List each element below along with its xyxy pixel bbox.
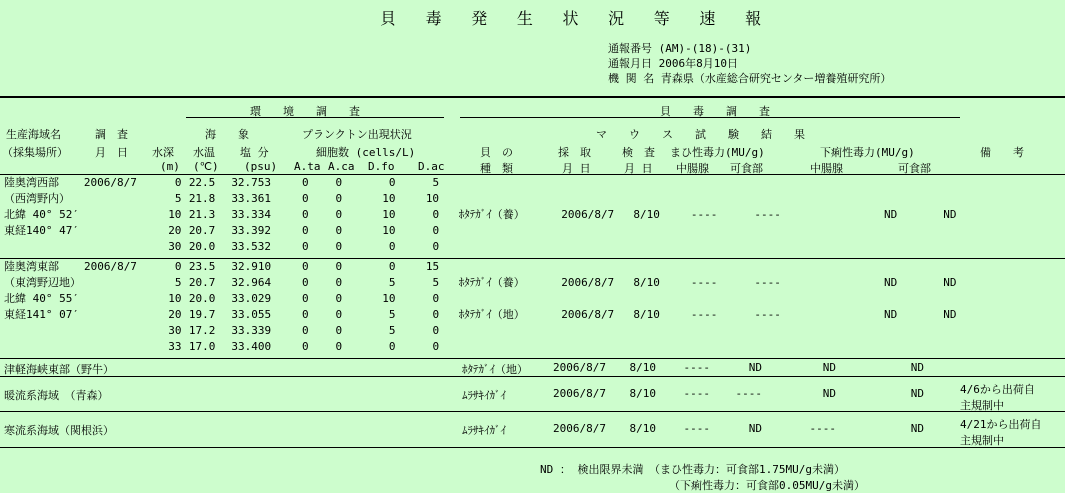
page-title: 貝 毒 発 生 状 況 等 速 報 [380, 9, 772, 28]
table-row [4, 207, 1065, 223]
psp-midgut: ---- [690, 308, 718, 321]
psp-midgut-header: 中腸腺 [676, 162, 709, 175]
a-ta-count: 0 [301, 292, 309, 305]
table-row [4, 191, 1065, 207]
depth: 5 [174, 192, 182, 205]
salinity: 32.753 [231, 176, 272, 189]
psp-header: まひ性毒力(MU/g) [670, 146, 765, 159]
area-name: 暖流系海域 （青森） [4, 389, 109, 402]
psp-midgut [660, 175, 718, 191]
psp-midgut [660, 339, 718, 355]
dsp-midgut: ND [822, 387, 836, 400]
shellfish-kind [459, 223, 555, 239]
water-temp: 22.5 [188, 176, 216, 189]
sea-header: 海 象 [205, 128, 249, 141]
shellfish-kind [459, 339, 555, 355]
spacer [439, 307, 459, 323]
dsp-edible [897, 223, 956, 239]
dsp-midgut: ND [822, 361, 836, 374]
a-ta-count: 0 [301, 224, 309, 237]
dfo-header: D.fo [368, 160, 395, 173]
a-ca-count: 0 [335, 308, 343, 321]
shellfish-kind [459, 191, 555, 207]
d-ac-count: 0 [432, 308, 440, 321]
survey-date [84, 275, 148, 291]
shellfish-kind [459, 259, 555, 275]
dsp-midgut [781, 259, 897, 275]
area-label: （東湾野辺地） [4, 276, 81, 289]
collect-date [554, 291, 614, 307]
salinity: 33.532 [231, 240, 272, 253]
depth: 30 [168, 324, 182, 337]
a-ca-count: 0 [335, 208, 343, 221]
depth: 10 [168, 292, 182, 305]
salinity: 33.361 [231, 192, 272, 205]
table-row [4, 223, 1065, 239]
salinity-header: 塩 分 [240, 146, 269, 159]
psp-edible [717, 291, 780, 307]
dsp-edible: ND [910, 387, 924, 400]
report-date: 通報月日 2006年8月10日 [608, 57, 738, 70]
remarks [957, 207, 1065, 223]
depth: 0 [174, 176, 182, 189]
dsp-midgut: ND [883, 276, 898, 289]
dsp-edible: ND [910, 422, 924, 435]
collect-date [554, 191, 614, 207]
psp-edible: ---- [754, 276, 781, 289]
remarks [957, 307, 1065, 323]
a-ca-count: 0 [335, 260, 343, 273]
test-date [614, 259, 660, 275]
depth-unit: (m) [160, 160, 180, 173]
a-ca-count: 0 [335, 276, 343, 289]
d-ac-count: 5 [432, 276, 440, 289]
collect-date [554, 223, 614, 239]
dsp-midgut [781, 339, 897, 355]
test-date [614, 175, 660, 191]
collect-header: 採 取 [558, 146, 591, 159]
salinity-unit: (psu) [244, 160, 278, 173]
shellfish-kind: ﾎﾀﾃｶﾞｲ（地） [462, 363, 528, 376]
dsp-midgut [781, 323, 897, 339]
a-ca-count: 0 [335, 324, 343, 337]
water-temp: 20.0 [188, 240, 216, 253]
remarks-line2: 主規制中 [960, 399, 1004, 412]
remarks [957, 323, 1065, 339]
test-date: 8/10 [633, 308, 660, 321]
test-date [614, 239, 660, 255]
depth: 30 [168, 240, 182, 253]
dsp-midgut [781, 239, 897, 255]
d-fo-count: 5 [388, 324, 396, 337]
area-label: 東経141° 07′ [4, 308, 79, 321]
report-number: 通報番号 (AM)-(18)-(31) [608, 42, 752, 55]
psp-edible [717, 191, 780, 207]
spacer [439, 191, 459, 207]
remarks [957, 275, 1065, 291]
dsp-edible [897, 259, 956, 275]
psp-midgut: ---- [690, 276, 718, 289]
test-date [614, 223, 660, 239]
dsp-midgut [781, 291, 897, 307]
shellfish-kind [459, 239, 555, 255]
psp-midgut: ---- [683, 387, 710, 400]
collect-date: 2006/8/7 [553, 361, 606, 374]
psp-edible: ---- [754, 308, 781, 321]
a-ca-count: 0 [335, 240, 343, 253]
survey-date: 2006/8/7 [83, 176, 137, 189]
test-date [614, 191, 660, 207]
table-row [4, 275, 1065, 291]
test-date: 8/10 [633, 276, 660, 289]
spacer [439, 323, 459, 339]
salinity: 33.334 [231, 208, 272, 221]
dsp-edible [897, 291, 956, 307]
psp-edible [717, 175, 780, 191]
dsp-edible: ND [943, 308, 957, 321]
table-row [4, 239, 1065, 255]
area-label [4, 339, 84, 355]
area-name: 津軽海峡東部（野牛） [4, 363, 114, 376]
psp-edible: ND [748, 422, 762, 435]
test-date: 8/10 [629, 422, 656, 435]
remarks-line1: 4/6から出荷自 [960, 383, 1035, 396]
collect-date: 2006/8/7 [561, 308, 615, 321]
d-fo-count: 10 [382, 224, 396, 237]
area-label: （西湾野内） [4, 192, 70, 205]
group2-rule [0, 358, 1065, 359]
test-date: 8/10 [629, 361, 656, 374]
dsp-edible [897, 175, 956, 191]
dsp-edible: ND [910, 361, 924, 374]
shellfish-kind: ﾑﾗｻｷｲｶﾞｲ [462, 424, 506, 437]
psp-midgut [660, 239, 718, 255]
a-ta-count: 0 [301, 192, 309, 205]
d-ac-count: 5 [432, 176, 440, 189]
collect-md-header: 月 日 [562, 162, 591, 175]
area-label [4, 239, 84, 255]
shellfish-kind: ﾎﾀﾃｶﾞｲ（地） [458, 308, 525, 321]
psp-midgut: ---- [683, 422, 710, 435]
dsp-header: 下痢性毒力(MU/g) [820, 146, 915, 159]
shellfish-kind: ﾎﾀﾃｶﾞｲ（養） [458, 208, 525, 221]
table-row [4, 339, 1065, 355]
a-ta-count: 0 [301, 308, 309, 321]
dsp-edible [897, 323, 956, 339]
salinity: 33.029 [231, 292, 272, 305]
collect-date [554, 175, 614, 191]
dsp-midgut: ---- [809, 422, 836, 435]
survey-date [84, 307, 148, 323]
agency-name: 機 関 名 青森県（水産総合研究センター増養殖研究所） [608, 72, 892, 85]
a-ca-count: 0 [335, 340, 343, 353]
remarks [957, 259, 1065, 275]
water-temp: 17.0 [188, 340, 216, 353]
psp-edible: ---- [735, 387, 762, 400]
test-date: 8/10 [629, 387, 656, 400]
a-ta-count: 0 [301, 240, 309, 253]
spacer [439, 223, 459, 239]
d-fo-count: 0 [388, 340, 396, 353]
table-row [4, 175, 1065, 191]
remarks [957, 339, 1065, 355]
water-temp: 21.8 [188, 192, 216, 205]
psp-midgut [660, 291, 718, 307]
group2-table [4, 259, 1065, 355]
area-name: 寒流系海域（関根浜） [4, 424, 114, 437]
salinity: 33.055 [231, 308, 272, 321]
spacer [439, 207, 459, 223]
kind-header: 種 類 [480, 162, 513, 175]
d-fo-count: 0 [388, 240, 396, 253]
shellfish-kind [459, 323, 555, 339]
area-header: 生産海域名 [6, 128, 61, 141]
collect-date: 2006/8/7 [553, 387, 606, 400]
collect-date [554, 259, 614, 275]
psp-midgut [660, 259, 718, 275]
survey-date [84, 339, 148, 355]
a-ca-count: 0 [335, 292, 343, 305]
survey-date [84, 323, 148, 339]
shellfish-kind: ﾑﾗｻｷｲｶﾞｲ [462, 389, 506, 402]
remarks [957, 191, 1065, 207]
psp-midgut [660, 223, 718, 239]
remarks [957, 239, 1065, 255]
table-row [4, 291, 1065, 307]
area-label [4, 323, 84, 339]
d-ac-count: 0 [432, 324, 440, 337]
dsp-edible [897, 339, 956, 355]
temp-unit: (℃) [193, 160, 219, 173]
env-survey-heading: 環 境 調 査 [250, 105, 360, 118]
remarks-line2: 主規制中 [960, 434, 1004, 447]
test-date: 8/10 [633, 208, 660, 221]
table-row [4, 307, 1065, 323]
psp-edible [717, 239, 780, 255]
depth: 20 [168, 224, 182, 237]
shellfish-kind: ﾎﾀﾃｶﾞｲ（養） [458, 276, 525, 289]
other-rule-3 [0, 447, 1065, 448]
collect-date [554, 239, 614, 255]
psp-midgut: ---- [690, 208, 718, 221]
d-fo-count: 5 [388, 308, 396, 321]
water-temp: 21.3 [188, 208, 216, 221]
footnote-line1: ND ： 検出限界未満 （まひ性毒力：可食部1.75MU/g未満） [540, 463, 845, 476]
salinity: 32.964 [231, 276, 272, 289]
table-row [4, 323, 1065, 339]
shell-header: 貝 の [480, 146, 513, 159]
dsp-midgut [781, 223, 897, 239]
dsp-edible: ND [943, 276, 957, 289]
test-date [614, 291, 660, 307]
dsp-edible: ND [943, 208, 957, 221]
test-header: 検 査 [622, 146, 655, 159]
depth-header: 水深 [152, 146, 174, 159]
d-ac-count: 0 [432, 292, 440, 305]
spacer [439, 175, 459, 191]
d-ac-count: 15 [425, 260, 440, 273]
dsp-edible-header: 可食部 [898, 162, 931, 175]
survey-date [84, 239, 148, 255]
group1-table [4, 175, 1065, 255]
depth: 20 [168, 308, 182, 321]
a-ta-count: 0 [301, 324, 309, 337]
dsp-midgut [781, 191, 897, 207]
a-ca-count: 0 [335, 192, 343, 205]
survey-date [84, 207, 148, 223]
test-md-header: 月 日 [624, 162, 653, 175]
collect-date: 2006/8/7 [553, 422, 606, 435]
area-label: 陸奥湾東部 [4, 260, 59, 273]
dsp-midgut: ND [883, 308, 898, 321]
site-header: （採集場所） [2, 146, 68, 159]
survey-date: 2006/8/7 [83, 260, 137, 273]
other-rule-1 [0, 376, 1065, 377]
area-label: 北緯 40° 52′ [4, 208, 79, 221]
water-temp: 20.0 [188, 292, 216, 305]
d-ac-count: 0 [432, 240, 440, 253]
area-label: 北緯 40° 55′ [4, 292, 79, 305]
salinity: 33.400 [231, 340, 272, 353]
depth: 10 [168, 208, 182, 221]
d-fo-count: 10 [382, 208, 396, 221]
psp-edible-header: 可食部 [730, 162, 763, 175]
psp-edible: ND [748, 361, 762, 374]
cells-header: 細胞数 (cells/L) [316, 146, 416, 159]
psp-edible: ---- [754, 208, 781, 221]
d-ac-count: 0 [432, 208, 440, 221]
dsp-midgut: ND [884, 208, 898, 221]
spacer [439, 291, 459, 307]
a-ta-count: 0 [301, 276, 309, 289]
depth: 5 [174, 276, 182, 289]
d-ac-count: 0 [432, 224, 440, 237]
salinity: 32.910 [231, 260, 272, 273]
d-fo-count: 10 [382, 192, 396, 205]
collect-date [554, 339, 614, 355]
temp-header: 水温 [193, 146, 215, 159]
psp-midgut [660, 191, 718, 207]
shellfish-kind [459, 175, 555, 191]
psp-midgut: ---- [683, 361, 710, 374]
ata-header: A.ta [294, 160, 321, 173]
remarks [957, 223, 1065, 239]
d-fo-count: 5 [388, 276, 396, 289]
footnote-line2: （下痢性毒力：可食部0.05MU/g未満） [669, 479, 865, 492]
survey-date [84, 191, 148, 207]
a-ca-count: 0 [335, 176, 343, 189]
remarks [957, 175, 1065, 191]
water-temp: 17.2 [188, 324, 216, 337]
d-fo-count: 10 [382, 292, 396, 305]
dac-header: D.ac [418, 160, 445, 173]
d-ac-count: 0 [432, 340, 440, 353]
dsp-midgut-header: 中腸腺 [810, 162, 843, 175]
table-row [4, 259, 1065, 275]
a-ta-count: 0 [301, 208, 309, 221]
remarks-line1: 4/21から出荷自 [960, 418, 1042, 431]
month-day-header: 月 日 [95, 146, 128, 159]
test-date [614, 339, 660, 355]
remarks-header: 備 考 [980, 146, 1024, 159]
spacer [439, 259, 459, 275]
spacer [439, 275, 459, 291]
psp-edible [717, 339, 780, 355]
shellfish-kind [459, 291, 555, 307]
plankton-header: プランクトン出現状況 [302, 128, 412, 141]
d-ac-count: 10 [425, 192, 440, 205]
psp-edible [717, 223, 780, 239]
test-date [614, 323, 660, 339]
survey-header: 調 査 [95, 128, 128, 141]
a-ta-count: 0 [301, 260, 309, 273]
area-label: 陸奥湾西部 [4, 176, 59, 189]
mouse-test-header: マ ウ ス 試 験 結 果 [596, 128, 805, 141]
psp-midgut [660, 323, 718, 339]
a-ta-count: 0 [301, 176, 309, 189]
water-temp: 20.7 [188, 276, 216, 289]
header-top-rule [0, 96, 1065, 98]
other-rule-2 [0, 411, 1065, 412]
dsp-edible [897, 239, 956, 255]
spacer [439, 239, 459, 255]
psp-edible [717, 259, 780, 275]
depth: 33 [168, 340, 182, 353]
area-label: 東経140° 47′ [4, 224, 79, 237]
d-fo-count: 0 [388, 260, 396, 273]
survey-date [84, 291, 148, 307]
shellfish-survey-heading: 貝 毒 調 査 [660, 105, 770, 118]
dsp-edible [897, 191, 956, 207]
aca-header: A.ca [328, 160, 355, 173]
psp-edible [717, 323, 780, 339]
d-fo-count: 0 [388, 176, 396, 189]
survey-date [84, 223, 148, 239]
dsp-midgut [781, 175, 897, 191]
salinity: 33.339 [231, 324, 272, 337]
remarks [957, 291, 1065, 307]
collect-date: 2006/8/7 [561, 276, 615, 289]
a-ta-count: 0 [301, 340, 309, 353]
water-temp: 20.7 [188, 224, 216, 237]
collect-date [554, 323, 614, 339]
water-temp: 23.5 [188, 260, 216, 273]
spacer [439, 339, 459, 355]
water-temp: 19.7 [188, 308, 216, 321]
a-ca-count: 0 [335, 224, 343, 237]
collect-date: 2006/8/7 [561, 208, 615, 221]
salinity: 33.392 [231, 224, 272, 237]
depth: 0 [174, 260, 182, 273]
